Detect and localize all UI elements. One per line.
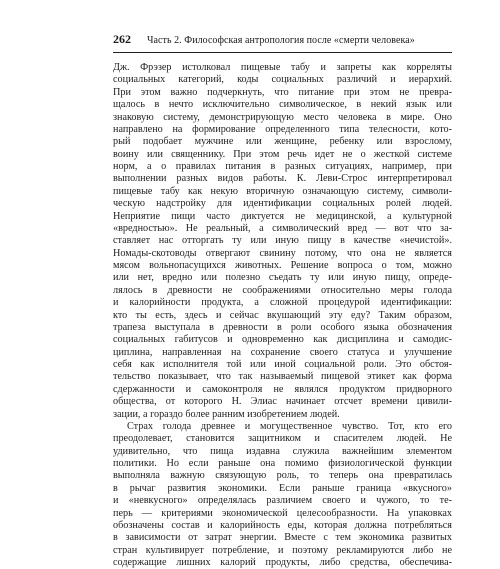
text-line: кто ты есть, здесь и сейчас вкушающий эту еду? Таким образом, xyxy=(113,309,452,321)
text-line: содержащие лишних калорий продукты, либо средства, обеспечива- xyxy=(113,557,452,568)
page-number: 262 xyxy=(113,32,131,46)
text-line: в зависимости от затрат энергии. Вместе с тем экономика развитых xyxy=(113,532,452,544)
text-line: преодолевает, становится защитником и спасителем людей. Не xyxy=(113,433,452,445)
text-line: социальных категорий, коды социальных различий и иерархий. xyxy=(113,74,452,86)
text-line: и «невкусного» определялась различием своего и чужого, то те- xyxy=(113,495,452,507)
text-line: социальных габитусов и одновременно как дисциплина и самодис- xyxy=(113,334,452,346)
text-line: Дж. Фрэзер истолковал пищевые табу и запреты как корреляты xyxy=(113,62,452,73)
text-line: Неприятие пищи часто диктуется не медицинской, а культурной xyxy=(113,210,452,222)
text-line: циплина, направленная на сохранение своего статуса и улучшение xyxy=(113,346,452,358)
text-line: перь — критериями экономической целесообразности. На упаковках xyxy=(113,507,452,519)
paragraph xyxy=(113,62,452,421)
text-line: норм, а о правилах питания в разных ситуациях, например, при xyxy=(113,161,452,172)
text-line: знаковую систему, демонстрирующую место человека в мире. Оно xyxy=(113,111,452,123)
body-text xyxy=(113,62,452,569)
text-line: выполняла важную связующую роль, то теперь она превратилась xyxy=(113,470,452,482)
text-line: ческую надстройку для идентификации социальных ролей людей. xyxy=(113,198,452,210)
text-line: общества, от которого Н. Элиас начинает отсчет времени цивили- xyxy=(113,396,452,408)
chapter-title: Часть 2. Философская антропология после «смерти человека» xyxy=(147,35,415,46)
text-line: Номады-скотоводы отвергают свинину потому, что она не является xyxy=(113,247,452,259)
text-line: пищевые табу как некую вторичную означающую систему, символи- xyxy=(113,185,452,197)
text-line: трапеза выступала в древности в роли особого языка обозначения xyxy=(113,321,452,333)
text-line: зации, а гораздо более ранним изобретением людей. xyxy=(113,408,340,420)
text-line: обозначены состав и калорийность еды, которая должна потребляться xyxy=(113,519,452,531)
text-line: При этом важно подчеркнуть, что питание при этом не превра- xyxy=(113,86,452,98)
text-line: «вредностью». Не реальный, а символический вред — вот что за- xyxy=(113,222,452,234)
text-line: лялось в древности не соображениями относительно меры голода xyxy=(113,284,452,296)
text-line: стран культивирует потребление, и поэтому рекламируются либо не xyxy=(113,544,452,556)
text-line: и калорийности продукта, а сложной процедурой идентификации: xyxy=(113,297,452,309)
text-line: тельство показывает, что так называемый пищевой этикет как форма xyxy=(113,371,452,383)
paragraph xyxy=(113,421,452,569)
text-line: Страх голода древнее и могущественное чувство. Тот, кто его xyxy=(127,420,452,432)
text-line: политики. Но если раньше она помимо физиологической функции xyxy=(113,458,452,469)
running-head xyxy=(113,32,452,53)
text-line: в рычаг развития экономики. Если раньше граница «вкусного» xyxy=(113,482,452,494)
text-line: себя как исполнителя той или иной социальной роли. Это обстоя- xyxy=(113,359,452,370)
text-line: сдержанности и самоконтроля не являлся продуктом придворного xyxy=(113,383,452,395)
text-line: щалось в нечто исключительно символическое, в некий язык или xyxy=(113,99,452,111)
text-line: воину или священнику. При этом речь идет не о жесткой системе xyxy=(113,148,452,160)
text-line: или нет, вредно или полезно съедать ту или иную пищу, опреде- xyxy=(113,272,452,284)
text-line: выполнении разных видов работы. К. Леви-Строс интерпретировал xyxy=(113,173,452,185)
text-line: ставляет нас отторгать ту или иную пищу в качестве «нечистой». xyxy=(113,235,452,247)
text-line: рый подобает мужчине или женщине, ребенку или взрослому, xyxy=(113,136,452,148)
text-line: мясом вольнопасущихся животных. Решение вопроса о том, можно xyxy=(113,260,452,271)
text-line: направлено на формирование определенного типа телесности, кото- xyxy=(113,123,452,135)
text-line: удивительно, что пища издавна служила важнейшим элементом xyxy=(113,445,452,457)
